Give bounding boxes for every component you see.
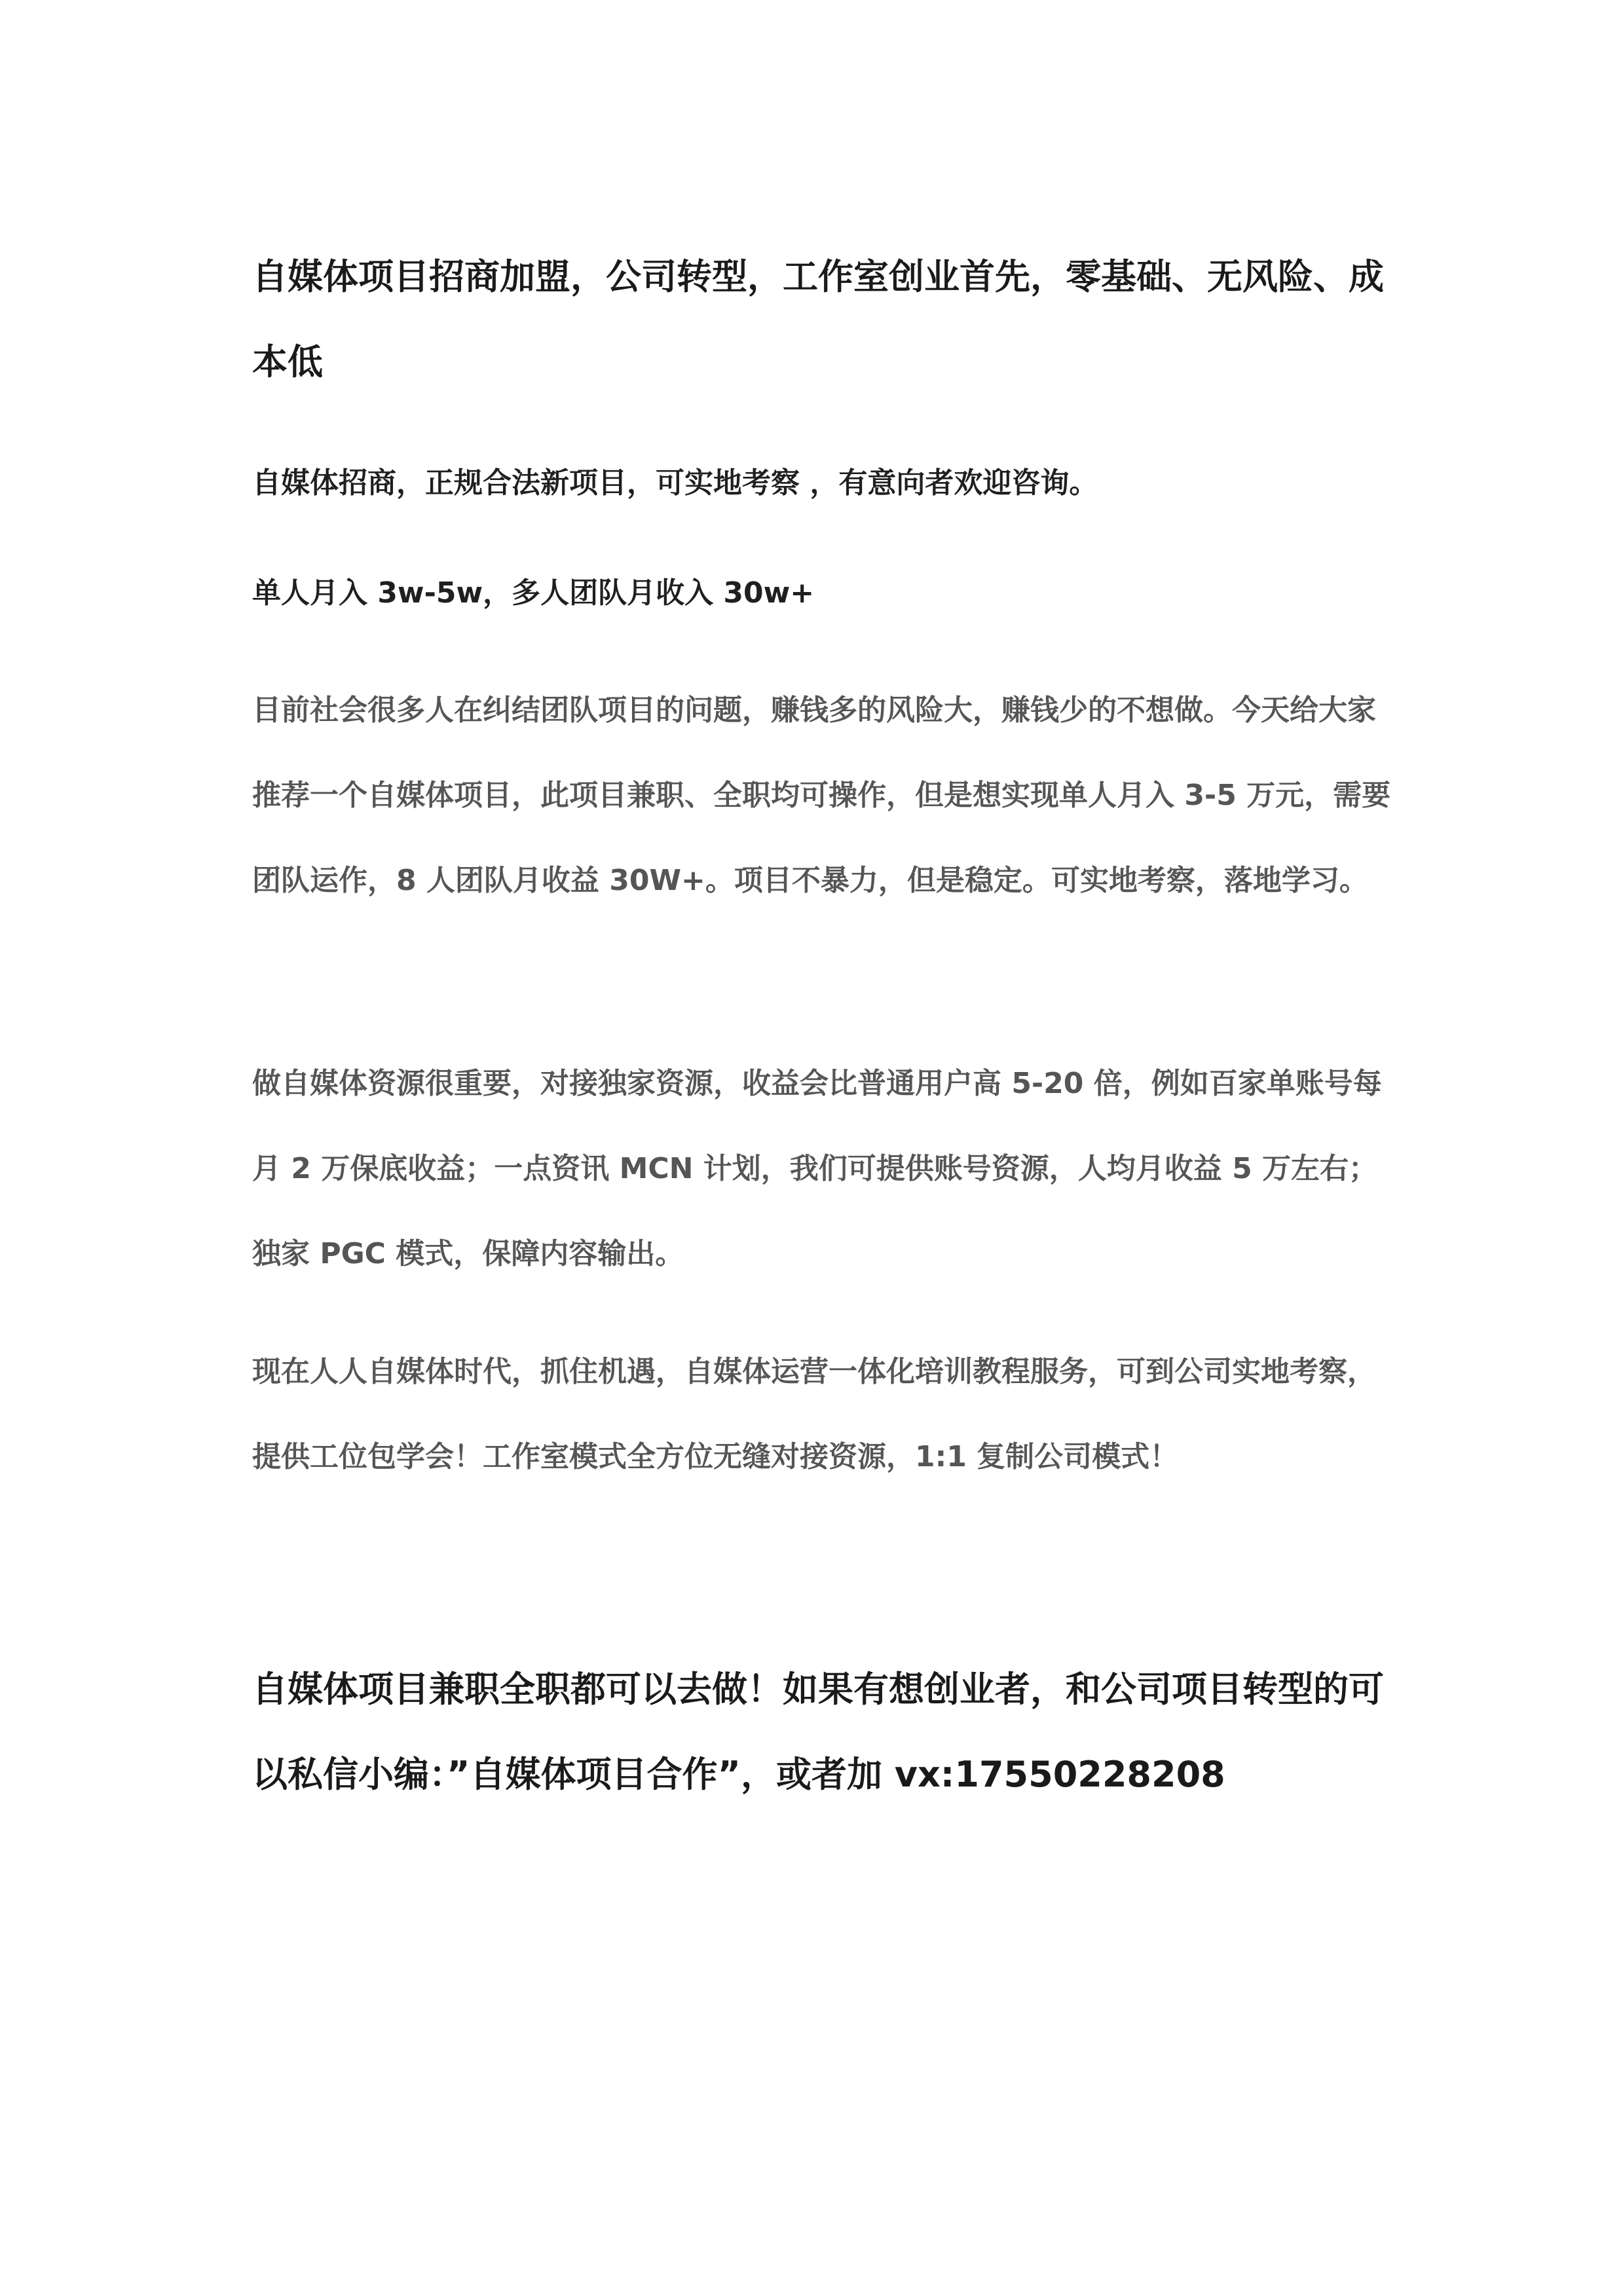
subheading-investment: 自媒体招商，正规合法新项目，可实地考察 ，有意向者欢迎咨询。 (252, 466, 1098, 500)
closing-contact: 自媒体项目兼职全职都可以去做！如果有想创业者，和公司项目转型的可以私信小编：”自媒体项目合作”，或者加 vx:17550228208 (252, 1669, 1384, 1795)
subheading-income: 单人月入 3w-5w，多人团队月收入 30w+ (252, 576, 815, 610)
paragraph-training: 现在人人自媒体时代，抓住机遇，自媒体运营一体化培训教程服务，可到公司实地考察，提供工位包学会！工作室模式全方位无缝对接资源，1:1 复制公司模式！ (252, 1355, 1376, 1473)
paragraph-resources: 做自媒体资源很重要，对接独家资源，收益会比普通用户高 5-20 倍，例如百家单账号每月 2 万保底收益；一点资讯 MCN 计划，我们可提供账号资源，人均月收益 5 万左右；独家 PGC 模式，保障内容输出。 (252, 1067, 1382, 1270)
paragraph-project-intro: 目前社会很多人在纠结团队项目的问题，赚钱多的风险大，赚钱少的不想做。今天给大家推荐一个自媒体项目，此项目兼职、全职均可操作，但是想实现单人月入 3-5 万元，需要团队运作，8 人团队月收益 30W+。项目不暴力，但是稳定。可实地考察，落地学习。 (252, 694, 1391, 897)
document-title: 自媒体项目招商加盟，公司转型，工作室创业首先，零基础、无风险、成本低 (252, 256, 1384, 382)
